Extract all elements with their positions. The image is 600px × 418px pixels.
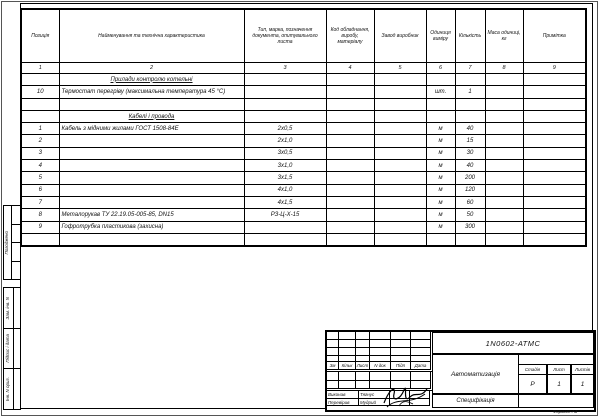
cell-name: Термостат перегріву (максимальна температура 45 °С) xyxy=(59,86,244,98)
cell-code xyxy=(326,110,374,122)
cell-name: Кабелі і провода xyxy=(59,110,244,122)
cell-unit: м xyxy=(426,135,455,147)
cell-code xyxy=(326,135,374,147)
col-header-2: Найменування та технічна характеристика xyxy=(59,9,244,63)
cell-name: Кабель з мідними жилами ГОСТ 1508-84Е xyxy=(59,123,244,135)
change-col-label: Кільк xyxy=(339,362,356,370)
margin-agreed-row xyxy=(12,225,20,244)
margin-block-inv-orig xyxy=(4,369,20,409)
col-header-5: Завод виробник xyxy=(374,9,426,63)
table-row xyxy=(21,135,586,147)
cell-qty: 30 xyxy=(455,147,485,159)
change-grid-cell xyxy=(391,372,411,381)
cell-mass xyxy=(485,221,523,233)
margin-block-divider xyxy=(13,329,20,369)
doc-type-cell xyxy=(432,394,519,408)
cell-pos xyxy=(21,110,59,122)
cell-code xyxy=(326,74,374,86)
change-grid-cell xyxy=(391,348,411,356)
change-grid-cell xyxy=(411,340,431,348)
col-number-9: 9 xyxy=(523,63,586,74)
cell-unit: м xyxy=(426,209,455,221)
change-grid-cell xyxy=(327,348,339,356)
cell-manuf xyxy=(374,233,426,246)
margin-inventory-blocks xyxy=(3,287,21,410)
cell-name xyxy=(59,98,244,110)
change-grid-cell xyxy=(411,372,431,381)
change-grid-cell xyxy=(356,340,370,348)
cell-qty xyxy=(455,110,485,122)
stage-header-sheet: Лист xyxy=(547,364,571,375)
cell-mass xyxy=(485,74,523,86)
margin-block-signature-date xyxy=(4,329,20,370)
cell-type xyxy=(244,98,326,110)
col-number-7: 7 xyxy=(455,63,485,74)
change-grid-cell xyxy=(356,332,370,340)
cell-manuf xyxy=(374,209,426,221)
change-grid-cell xyxy=(370,372,391,381)
change-grid-cell xyxy=(391,340,411,348)
table-row xyxy=(21,123,586,135)
cell-mass xyxy=(485,110,523,122)
cell-manuf xyxy=(374,110,426,122)
cell-type: 2х1,0 xyxy=(244,135,326,147)
change-col-label: Зм xyxy=(327,362,339,370)
table-row xyxy=(21,196,586,208)
cell-name: Гофротрубка пластикова (захисна) xyxy=(59,221,244,233)
cell-note xyxy=(523,74,586,86)
sheet-count: 1 xyxy=(571,374,594,394)
cell-mass xyxy=(485,123,523,135)
change-col-label: Лист xyxy=(356,363,369,368)
specification-table xyxy=(20,8,587,247)
cell-note xyxy=(523,221,586,233)
cell-type: 4х1,0 xyxy=(244,184,326,196)
cell-pos: 2 xyxy=(21,135,59,147)
cell-manuf xyxy=(374,221,426,233)
signature-role: Перевірив xyxy=(327,399,359,406)
col-header-3: Тип, марка, позначення документа, опитувального листа xyxy=(244,9,326,63)
margin-block-divider xyxy=(13,288,20,328)
cell-qty xyxy=(455,74,485,86)
margin-agreed-row xyxy=(12,206,20,225)
cell-pos: 8 xyxy=(21,209,59,221)
cell-pos: 6 xyxy=(21,184,59,196)
cell-manuf xyxy=(374,86,426,98)
cell-mass xyxy=(485,233,523,246)
stage-value: Р xyxy=(518,374,547,394)
margin-agreed-row xyxy=(12,243,20,262)
cell-mass xyxy=(485,135,523,147)
cell-note xyxy=(523,196,586,208)
cell-unit xyxy=(426,74,455,86)
cell-pos: 5 xyxy=(21,172,59,184)
change-grid-cell xyxy=(356,381,370,389)
change-grid-cell xyxy=(370,340,391,348)
cell-unit: м xyxy=(426,221,455,233)
col-number-3: 3 xyxy=(244,63,326,74)
change-grid-cell xyxy=(339,372,356,381)
cell-code xyxy=(326,147,374,159)
cell-qty: 40 xyxy=(455,123,485,135)
cell-pos xyxy=(21,74,59,86)
table-row xyxy=(21,160,586,172)
cell-qty: 15 xyxy=(455,135,485,147)
signature-scribble xyxy=(379,382,431,409)
cell-pos xyxy=(21,233,59,246)
margin-agreed-row xyxy=(12,262,20,280)
change-grid-cell xyxy=(327,372,339,381)
cell-pos: 9 xyxy=(21,221,59,233)
change-grid-cell xyxy=(391,332,411,340)
cell-manuf xyxy=(374,74,426,86)
signature-name: Тягнус xyxy=(359,391,390,399)
cell-manuf xyxy=(374,123,426,135)
cell-manuf xyxy=(374,135,426,147)
cell-pos: 3 xyxy=(21,147,59,159)
cell-note xyxy=(523,233,586,246)
cell-qty: 120 xyxy=(455,184,485,196)
stage-header-stadia: Стадія xyxy=(518,364,547,375)
margin-agreed-label-cell xyxy=(4,206,12,279)
doc-type: Специфікація xyxy=(456,398,495,404)
cell-unit: м xyxy=(426,172,455,184)
change-grid-cell xyxy=(339,348,356,356)
cell-type xyxy=(244,86,326,98)
cell-manuf xyxy=(374,172,426,184)
change-grid-cell xyxy=(339,332,356,340)
cell-manuf xyxy=(374,196,426,208)
cell-note xyxy=(523,86,586,98)
margin-block-label: Зам. інв. N xyxy=(5,296,11,320)
cell-mass xyxy=(485,86,523,98)
cell-unit: шт. xyxy=(426,86,455,98)
change-grid-cell xyxy=(411,332,431,340)
change-col-label: Дата xyxy=(411,362,431,370)
col-number-5: 5 xyxy=(374,63,426,74)
change-grid-cell xyxy=(327,340,339,348)
cell-manuf xyxy=(374,98,426,110)
margin-block-zam-inv xyxy=(4,288,20,329)
cell-pos: 10 xyxy=(21,86,59,98)
cell-mass xyxy=(485,160,523,172)
cell-unit: м xyxy=(426,184,455,196)
cell-qty: 50 xyxy=(455,209,485,221)
title-block xyxy=(325,330,596,412)
cell-unit xyxy=(426,233,455,246)
stage-header-sheets: Листів xyxy=(571,364,594,375)
spec-table-body xyxy=(21,74,586,247)
table-row xyxy=(21,147,586,159)
cell-manuf xyxy=(374,147,426,159)
section-row xyxy=(21,110,586,122)
change-table-grid xyxy=(327,332,432,372)
sheet-number: 1 xyxy=(547,374,571,394)
margin-agreed-block xyxy=(3,205,21,280)
section-row xyxy=(21,74,586,86)
change-col-label: N док xyxy=(370,362,391,370)
cell-type xyxy=(244,110,326,122)
cell-code xyxy=(326,123,374,135)
cell-unit: м xyxy=(426,123,455,135)
cell-unit: м xyxy=(426,160,455,172)
change-grid-cell xyxy=(327,381,339,389)
cell-name xyxy=(59,184,244,196)
cell-name xyxy=(59,160,244,172)
cell-mass xyxy=(485,209,523,221)
project-title-cell xyxy=(432,354,519,394)
cell-code xyxy=(326,209,374,221)
cell-note xyxy=(523,135,586,147)
cell-name xyxy=(59,147,244,159)
bottom-right-empty-cell xyxy=(518,394,594,408)
col-number-6: 6 xyxy=(426,63,455,74)
margin-agreed-rows xyxy=(12,206,20,279)
spec-table-head xyxy=(21,9,586,74)
change-grid-cell xyxy=(370,348,391,356)
cell-code xyxy=(326,233,374,246)
signature-role: Виконав xyxy=(327,391,359,399)
empty-row xyxy=(21,233,586,246)
change-grid-cell xyxy=(411,348,431,356)
table-row xyxy=(21,221,586,233)
cell-unit: м xyxy=(426,147,455,159)
stage-value-row xyxy=(518,374,594,394)
cell-mass xyxy=(485,184,523,196)
change-grid-cell xyxy=(339,381,356,389)
format-note: Формат А3 xyxy=(552,409,578,414)
col-header-6: Одиниця виміру xyxy=(426,9,455,63)
cell-mass xyxy=(485,147,523,159)
col-header-9: Примітка xyxy=(523,9,586,63)
cell-name: Прилади контролю котельні xyxy=(59,74,244,86)
cell-type xyxy=(244,233,326,246)
margin-agreed-label: Погоджено xyxy=(4,230,10,255)
cell-manuf xyxy=(374,184,426,196)
table-row xyxy=(21,172,586,184)
cell-pos: 7 xyxy=(21,196,59,208)
cell-name xyxy=(59,135,244,147)
cell-type: 3х1,0 xyxy=(244,160,326,172)
cell-code xyxy=(326,184,374,196)
cell-qty xyxy=(455,233,485,246)
cell-qty: 1 xyxy=(455,86,485,98)
col-number-2: 2 xyxy=(59,63,244,74)
change-grid-cell xyxy=(356,372,370,381)
cell-qty: 60 xyxy=(455,196,485,208)
change-col-label: Підп xyxy=(391,362,411,370)
cell-note xyxy=(523,184,586,196)
cell-type: 3х0,5 xyxy=(244,147,326,159)
cell-manuf xyxy=(374,160,426,172)
cell-unit xyxy=(426,110,455,122)
cell-type: 3х1,5 xyxy=(244,172,326,184)
cell-name: Металорукав ТУ 22.19.05-005-85, DN15 xyxy=(59,209,244,221)
cell-type xyxy=(244,221,326,233)
cell-note xyxy=(523,160,586,172)
cell-qty: 200 xyxy=(455,172,485,184)
cell-code xyxy=(326,172,374,184)
cell-code xyxy=(326,196,374,208)
table-row xyxy=(21,86,586,98)
cell-name xyxy=(59,233,244,246)
doc-number-cell xyxy=(432,332,594,354)
cell-mass xyxy=(485,196,523,208)
doc-number: 1N0602-АТМС xyxy=(485,338,541,348)
cell-type: 2х0,5 xyxy=(244,123,326,135)
margin-block-label: Підпис і дата xyxy=(5,334,11,363)
cell-pos: 4 xyxy=(21,160,59,172)
cell-name xyxy=(59,196,244,208)
change-grid-cell xyxy=(339,340,356,348)
col-number-4: 4 xyxy=(326,63,374,74)
cell-note xyxy=(523,147,586,159)
cell-name xyxy=(59,172,244,184)
table-row xyxy=(21,184,586,196)
col-header-7: Кількість xyxy=(455,9,485,63)
cell-type: РЗ-Ц-Х-15 xyxy=(244,209,326,221)
project-title: Автоматизація xyxy=(451,370,500,378)
cell-pos: 1 xyxy=(21,123,59,135)
change-grid-cell xyxy=(370,332,391,340)
empty-row xyxy=(21,98,586,110)
cell-code xyxy=(326,86,374,98)
cell-type: 4х1,5 xyxy=(244,196,326,208)
cell-code xyxy=(326,160,374,172)
cell-pos xyxy=(21,98,59,110)
cell-note xyxy=(523,209,586,221)
col-header-8: Маса одиниці, кг xyxy=(485,9,523,63)
col-number-1: 1 xyxy=(21,63,59,74)
signature-name: Мудрий xyxy=(359,399,390,406)
col-header-1: Позиція xyxy=(21,9,59,63)
cell-mass xyxy=(485,172,523,184)
cell-unit xyxy=(426,98,455,110)
change-grid-cell xyxy=(327,332,339,340)
cell-code xyxy=(326,98,374,110)
cell-note xyxy=(523,110,586,122)
cell-qty xyxy=(455,98,485,110)
cell-qty: 300 xyxy=(455,221,485,233)
cell-type xyxy=(244,74,326,86)
cell-unit: м xyxy=(426,196,455,208)
col-header-4: Код обладнання, виробу, матеріалу xyxy=(326,9,374,63)
cell-note xyxy=(523,98,586,110)
margin-block-divider xyxy=(13,369,20,409)
cell-qty: 40 xyxy=(455,160,485,172)
cell-mass xyxy=(485,98,523,110)
cell-code xyxy=(326,221,374,233)
change-grid-cell xyxy=(356,348,370,356)
cell-note xyxy=(523,123,586,135)
col-number-8: 8 xyxy=(485,63,523,74)
cell-note xyxy=(523,172,586,184)
table-row xyxy=(21,209,586,221)
margin-block-label: Інв. N ориг. xyxy=(5,377,11,402)
